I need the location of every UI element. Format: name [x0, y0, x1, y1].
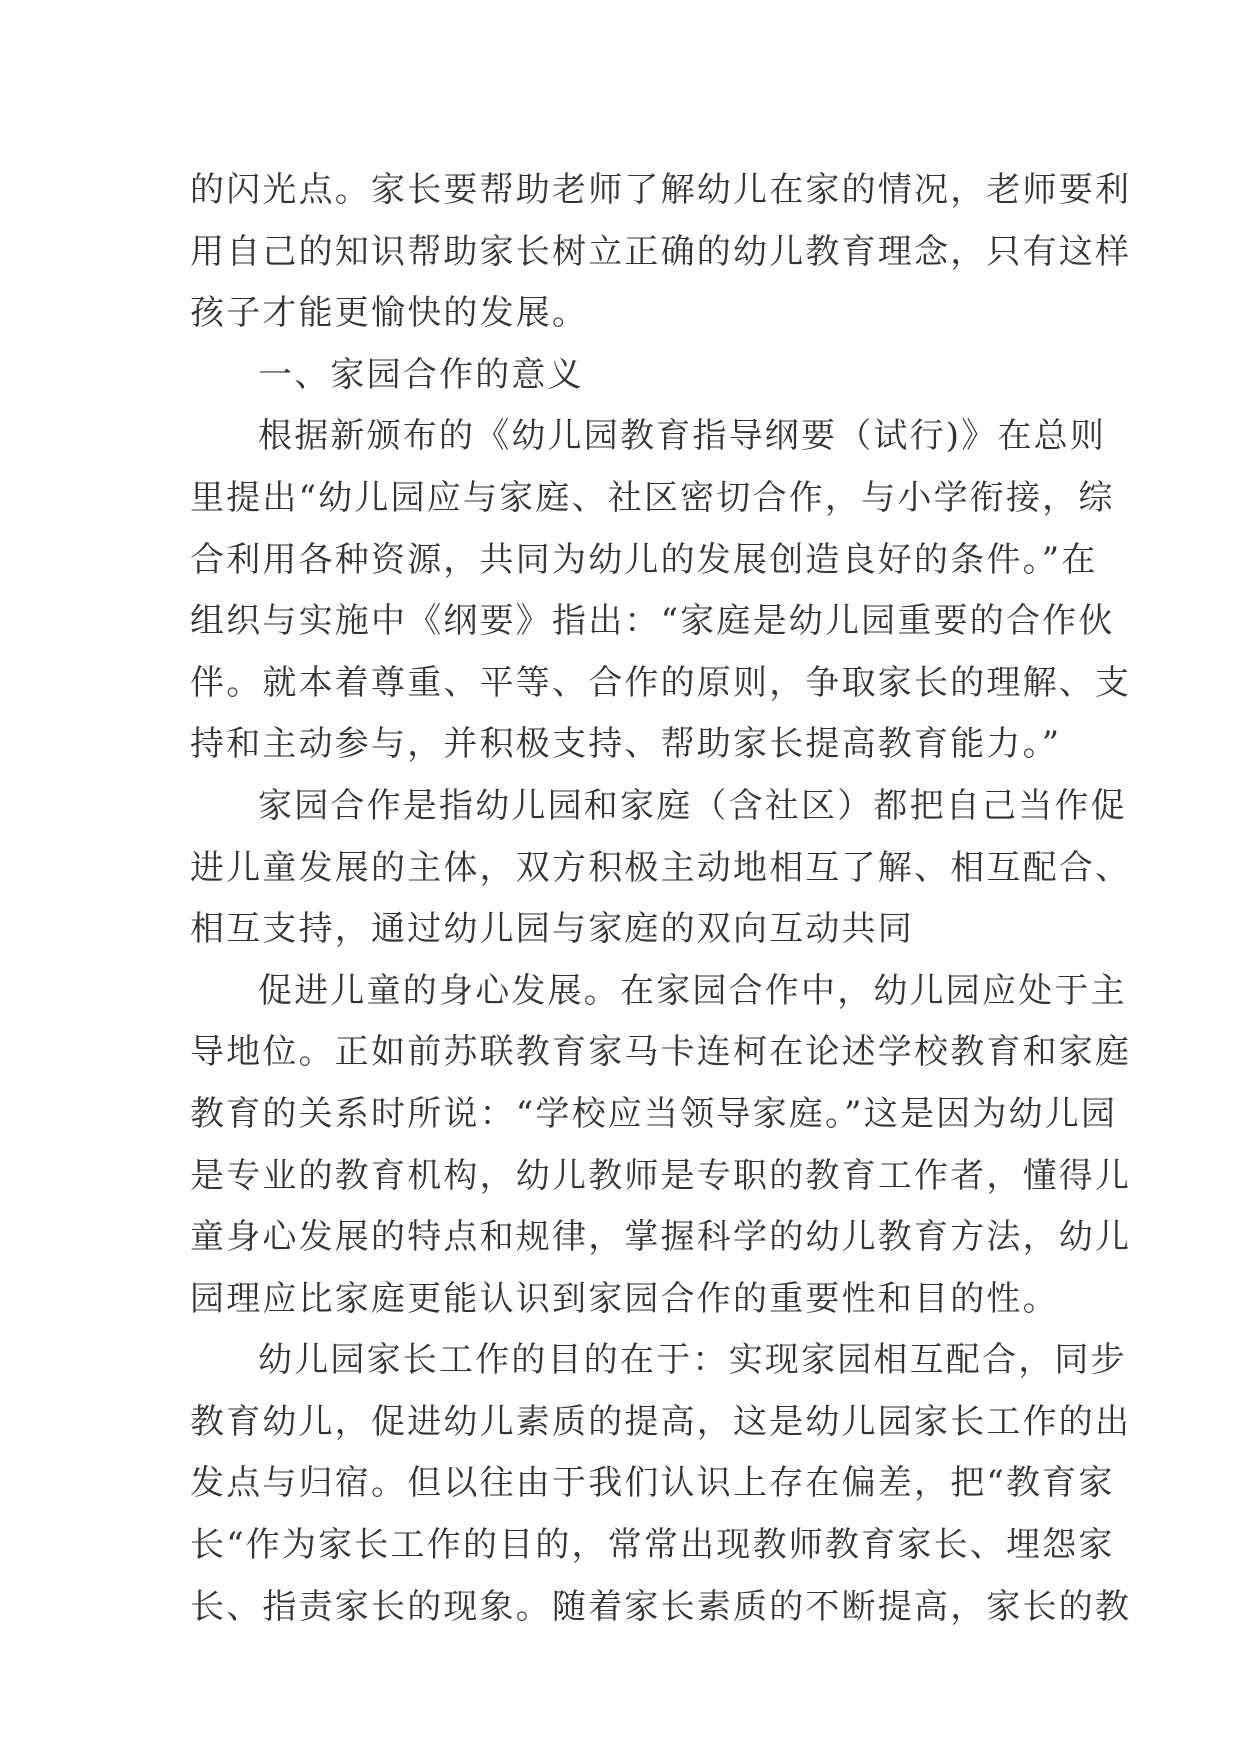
text-line: 进儿童发展的主体，双方积极主动地相互了解、相互配合、 [190, 847, 1132, 888]
text-line: 家园合作是指幼儿园和家庭（含社区）都把自己当作促 [258, 785, 1127, 826]
text-line: 园理应比家庭更能认识到家园合作的重要性和目的性。 [190, 1278, 1059, 1319]
text-line: 导地位。正如前苏联教育家马卡连柯在论述学校教育和家庭 [190, 1032, 1132, 1073]
text-line: 幼儿园家长工作的目的在于：实现家园相互配合，同步 [258, 1340, 1127, 1381]
document-body [190, 160, 1132, 1638]
text-line: 组织与实施中《纲要》指出：“家庭是幼儿园重要的合作伙 [190, 601, 1115, 642]
text-line: 童身心发展的特点和规律，掌握科学的幼儿教育方法，幼儿 [190, 1217, 1132, 1258]
text-line: 发点与归宿。但以往由于我们认识上存在偏差，把“教育家 [190, 1463, 1115, 1504]
text-line: 的闪光点。家长要帮助老师了解幼儿在家的情况，老师要利 [190, 170, 1132, 210]
text-line: 教育的关系时所说：“学校应当领导家庭。”这是因为幼儿园 [190, 1093, 1118, 1134]
text-line: 相互支持，通过幼儿园与家庭的双向互动共同 [190, 909, 914, 950]
text-line: 里提出“幼儿园应与家庭、社区密切合作，与小学衔接，综 [190, 477, 1115, 518]
text-line: 教育幼儿，促进幼儿素质的提高，这是幼儿园家长工作的出 [190, 1401, 1132, 1442]
text-line: 用自己的知识帮助家长树立正确的幼儿教育理念，只有这样 [190, 231, 1132, 272]
text-line: 孩子才能更愉快的发展。 [190, 293, 589, 334]
text-line: 持和主动参与，并积极支持、帮助家长提高教育能力。” [190, 724, 1062, 765]
text-line: 长“作为家长工作的目的，常常出现教师教育家长、埋怨家 [190, 1525, 1115, 1566]
text-line: 促进儿童的身心发展。在家园合作中，幼儿园应处于主 [258, 970, 1127, 1011]
text-line: 是专业的教育机构，幼儿教师是专职的教育工作者，懂得儿 [190, 1155, 1132, 1196]
text-line: 一、家园合作的意义 [258, 354, 584, 395]
text-line: 合利用各种资源，共同为幼儿的发展创造良好的条件。”在 [190, 539, 1098, 580]
text-line: 伴。就本着尊重、平等、合作的原则，争取家长的理解、支 [190, 662, 1132, 703]
text-line: 长、指责家长的现象。随着家长素质的不断提高，家长的教 [190, 1586, 1132, 1627]
text-line: 根据新颁布的《幼儿园教育指导纲要（试行)》在总则 [258, 416, 1107, 457]
